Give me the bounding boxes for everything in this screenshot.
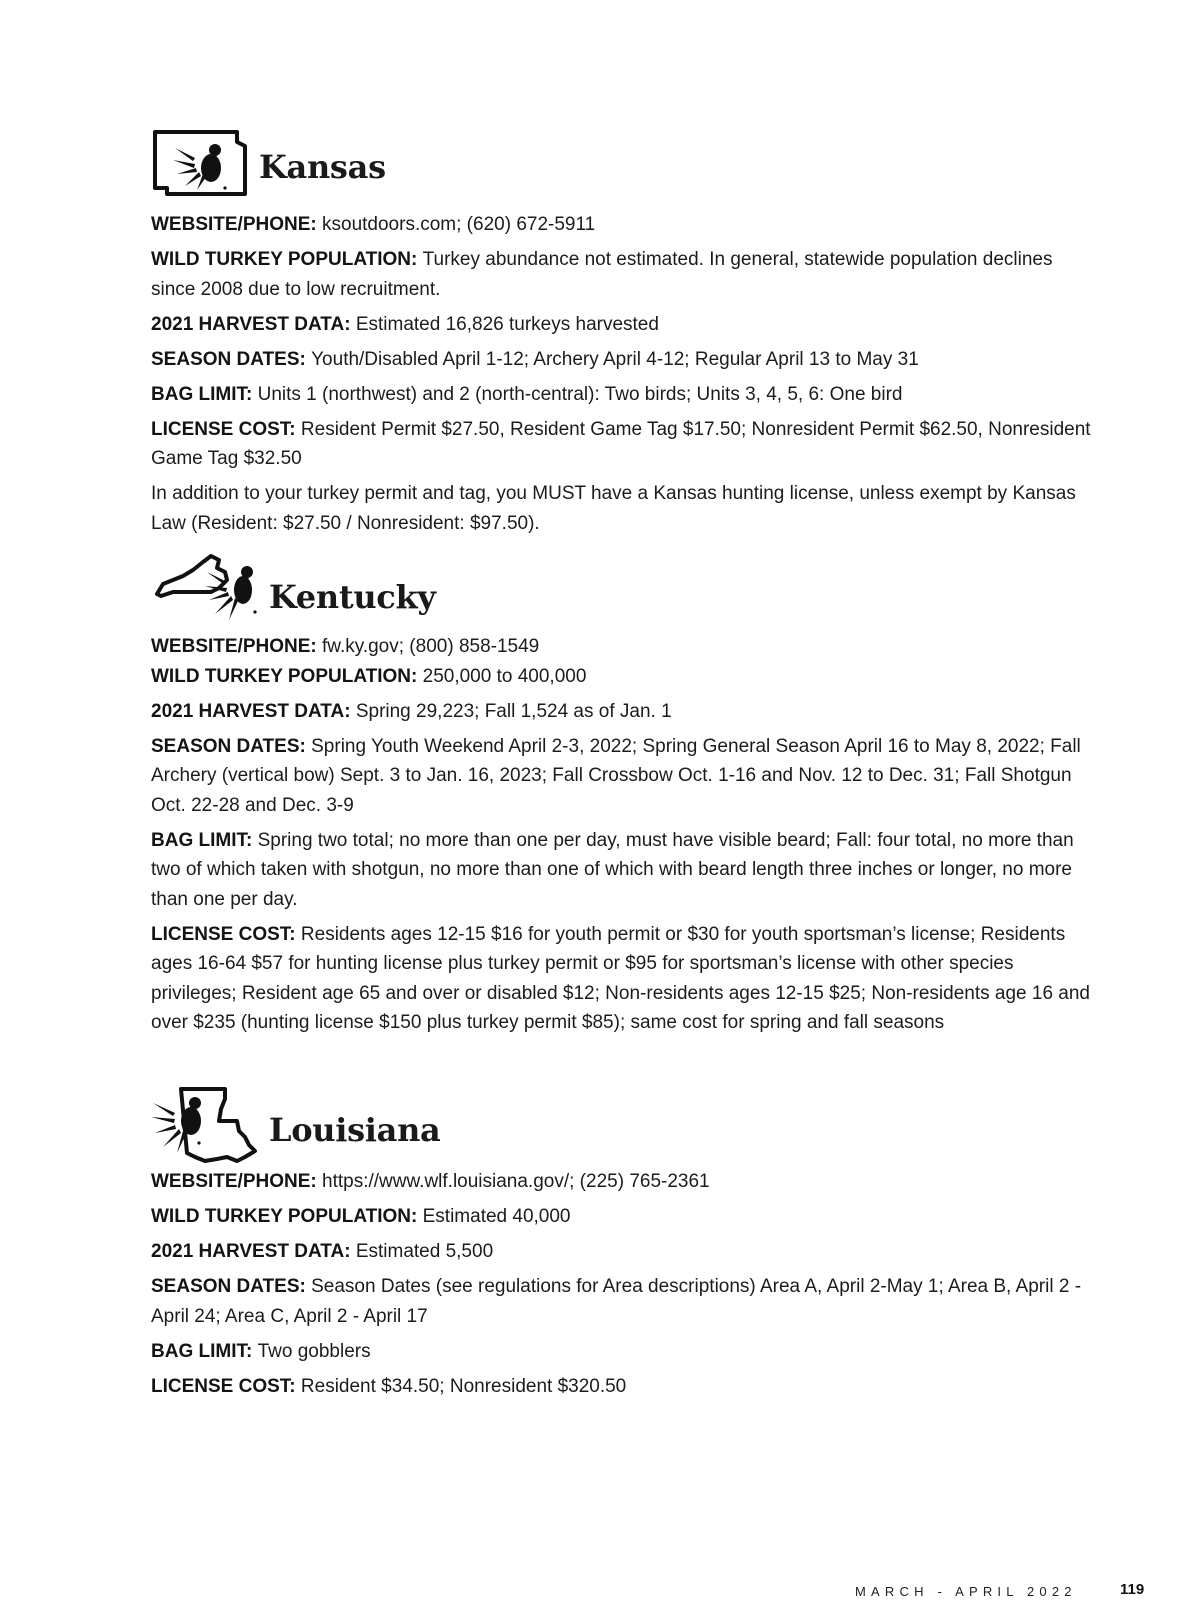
website-label: WEBSITE/PHONE:: [151, 1171, 317, 1192]
kentucky-harvest: [151, 697, 1091, 727]
louisiana-website: [151, 1167, 1091, 1197]
kentucky-bag: [151, 826, 1091, 915]
kansas-license-value: Resident Permit $27.50, Resident Game Tag $17.50; Nonresident Permit $62.50, Nonresident Game Tag $32.50: [151, 418, 1091, 469]
kansas-section: [151, 128, 1091, 544]
kentucky-season-value: Spring Youth Weekend April 2-3, 2022; Spring General Season April 16 to May 8, 2022; Fall Archery (vertical bow) Sept. 3 to Jan. 16, 2023; Fall Crossbow Oct. 1-16 and Nov. 12 to Dec. 31; Fall Shotgun Oct. 22-28 and Dec. 3-9: [151, 735, 1081, 816]
louisiana-population-value: Estimated 40,000: [422, 1206, 571, 1227]
kansas-title: Kansas: [259, 148, 386, 186]
population-label: WILD TURKEY POPULATION:: [151, 249, 418, 270]
kentucky-license: [151, 920, 1091, 1038]
louisiana-title: Louisiana: [269, 1111, 441, 1149]
license-label: LICENSE COST:: [151, 923, 296, 945]
harvest-label: 2021 HARVEST DATA:: [151, 313, 351, 335]
kansas-harvest: [151, 310, 1091, 340]
louisiana-license: [151, 1372, 1091, 1402]
kansas-season-value: Youth/Disabled April 1-12; Archery April 4-12; Regular April 13 to May 31: [311, 348, 919, 370]
louisiana-bag-value: Two gobblers: [257, 1340, 371, 1362]
louisiana-section: [151, 1085, 1091, 1407]
kansas-license: [151, 415, 1091, 474]
bag-label: BAG LIMIT:: [151, 1340, 253, 1362]
kentucky-license-value: Residents ages 12-15 $16 for youth permit or $30 for youth sportsman’s license; Residents ages 16-64 $57 for hunting license plus turkey permit or $95 for sportsman’s license with other species privileges; Resident age 65 and over or disabled $12; Non-residents ages 12-15 $25; Non-residents age 16 and over $235 (hunting license $150 plus turkey permit $85); same cost for spring and fall seasons: [151, 923, 1090, 1033]
kentucky-population-value: 250,000 to 400,000: [422, 665, 587, 687]
kansas-header: [151, 128, 1091, 210]
kentucky-section: [151, 550, 1091, 1043]
louisiana-season-value: Season Dates (see regulations for Area descriptions) Area A, April 2-May 1; Area B, April 2 - April 24; Area C, April 2 - April 17: [151, 1276, 1082, 1327]
season-label: SEASON DATES:: [151, 735, 306, 757]
issue-date: MARCH - APRIL 2022: [855, 1584, 1077, 1599]
louisiana-website-value: https://www.wlf.louisiana.gov/; (225) 765-2361: [322, 1171, 710, 1192]
population-label: WILD TURKEY POPULATION:: [151, 1206, 418, 1227]
kansas-population-value: Turkey abundance not estimated. In general, statewide population declines since 2008 due to low recruitment.: [151, 249, 1053, 300]
license-label: LICENSE COST:: [151, 1375, 296, 1397]
kansas-harvest-value: Estimated 16,826 turkeys harvested: [355, 313, 659, 335]
kansas-bag-value: Units 1 (northwest) and 2 (north-central): Two birds; Units 3, 4, 5, 6: One bird: [257, 383, 903, 405]
kentucky-population: [151, 662, 1091, 692]
louisiana-state-turkey-icon: [151, 1085, 263, 1167]
page-number: 119: [1120, 1581, 1145, 1598]
kentucky-state-turkey-icon: [151, 550, 261, 626]
season-label: SEASON DATES:: [151, 348, 306, 370]
bag-label: BAG LIMIT:: [151, 829, 253, 851]
kansas-note: In addition to your turkey permit and tag, you MUST have a Kansas hunting license, unless exempt by Kansas Law (Resident: $27.50 / Nonresident: $97.50).: [151, 483, 1076, 534]
kansas-state-turkey-icon: [151, 128, 251, 200]
kentucky-bag-value: Spring two total; no more than one per day, must have visible beard; Fall: four total, no more than two of which taken with shotgun, no more than one of which with beard length three inches or longer, no more than one per day.: [151, 829, 1074, 910]
louisiana-bag: [151, 1337, 1091, 1367]
bag-label: BAG LIMIT:: [151, 383, 253, 405]
louisiana-harvest-value: Estimated 5,500: [355, 1241, 494, 1262]
louisiana-population: [151, 1202, 1091, 1232]
season-label: SEASON DATES:: [151, 1276, 306, 1297]
population-label: WILD TURKEY POPULATION:: [151, 665, 418, 687]
louisiana-season: [151, 1272, 1091, 1331]
kentucky-title: Kentucky: [269, 578, 436, 616]
harvest-label: 2021 HARVEST DATA:: [151, 1241, 351, 1262]
harvest-label: 2021 HARVEST DATA:: [151, 700, 351, 722]
kentucky-season: [151, 732, 1091, 821]
kansas-season: [151, 345, 1091, 375]
website-label: WEBSITE/PHONE:: [151, 214, 317, 235]
kansas-website: [151, 210, 1091, 240]
kansas-bag: [151, 380, 1091, 410]
kentucky-website: [151, 632, 1091, 662]
kentucky-website-value: fw.ky.gov; (800) 858-1549: [322, 636, 540, 657]
license-label: LICENSE COST:: [151, 418, 296, 440]
kentucky-harvest-value: Spring 29,223; Fall 1,524 as of Jan. 1: [355, 700, 672, 722]
louisiana-license-value: Resident $34.50; Nonresident $320.50: [300, 1375, 627, 1397]
kansas-website-value: ksoutdoors.com; (620) 672-5911: [322, 214, 596, 235]
kentucky-header: [151, 550, 1091, 632]
louisiana-header: [151, 1085, 1091, 1167]
kansas-population: [151, 245, 1091, 304]
louisiana-harvest: [151, 1237, 1091, 1267]
website-label: WEBSITE/PHONE:: [151, 636, 317, 657]
